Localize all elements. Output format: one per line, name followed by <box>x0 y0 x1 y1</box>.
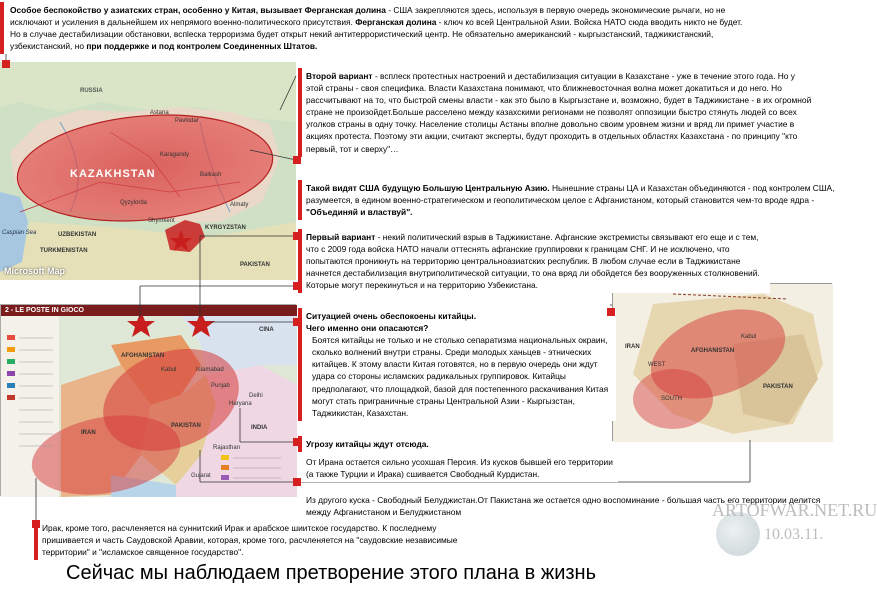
map3-label-pakistan: PAKISTAN <box>763 384 793 390</box>
bullet-marker-4 <box>293 282 301 290</box>
page-caption: Сейчас мы наблюдаем претворение этого плана в жизнь <box>66 562 597 584</box>
map2-label-gujarat: Gujarat <box>191 473 211 479</box>
map1-label-shymkent: Shymkent <box>148 218 175 224</box>
bullet-marker-1 <box>2 60 10 68</box>
fergana-text-2: - ключ ко всей Центральной Азии. Войска НАТО сюда вводить никто не будет. Но в случае дестабилизации обстановки, вспleска терроризма будет открыт некий антитеррористический центр. Не обязательно американский - кыргызстанский, таджикистанский, узбекистанский, но <box>10 17 743 52</box>
map1-label-balkash: Balkash <box>200 172 222 178</box>
map2-label-delhi: Delhi <box>249 393 263 399</box>
fergana-bold-3: при поддержке и под контролем Соединенных Штатов. <box>86 41 318 52</box>
iran-persia-text <box>298 454 618 482</box>
bullet-marker-8 <box>32 520 40 528</box>
map2-label-afghanistan: AFGHANISTAN <box>121 353 165 359</box>
china-concern-text <box>298 308 616 421</box>
map1-label-almaty: Almaty <box>230 202 249 208</box>
map1-label-kazakhstan: KAZAKHSTAN <box>70 168 156 180</box>
map3-label-west: WEST <box>648 362 666 368</box>
map1-label-pakistan: PAKISTAN <box>240 262 270 268</box>
map2-label-india: INDIA <box>251 425 268 431</box>
bullet-marker-6 <box>293 438 301 446</box>
map2-label-rajasthan: Rajasthan <box>213 445 241 451</box>
map2-label-islamabad: Islamabad <box>196 367 224 373</box>
first-variant-text <box>298 229 770 293</box>
fergana-valley-text <box>0 2 752 54</box>
first-variant-title: Первый вариант <box>306 232 376 242</box>
fergana-text-1: - США закрепляются здесь, используя в первую очередь экономические рычаги, но не исключают и усиления в дальнейшем их непрямого военно-политического присутствия. <box>10 5 726 28</box>
map1-label-qyzylorda: Qyzylorda <box>120 200 148 206</box>
map1-label-karagandy: Karagandy <box>160 152 190 158</box>
map2-label-pakistan: PAKISTAN <box>171 423 201 429</box>
baluchistan-body: Из другого куска - Свободный Белуджистан.От Пакистана же остается одно воспоминание - большая часть его территории делится между Афганистаном и Белуджистаном <box>306 495 821 518</box>
bullet-marker-5 <box>293 318 301 326</box>
first-variant-body: - некий политический взрыв в Таджикистане. Афганские экстремисты связывают его еще и с тем, что с 2009 года войска НАТО начали оттеснять афганские группировки к границам СНГ. И не исключено, что попытаются проникнуть на территорию центральноазиатских республик. В любом случае если в Таджикистане начнется дестабилизация внутриполитической ситуации, то она вряд ли обойдется без вооруженных столкновений. Которые могут перекинуться и на территорию Узбекистана. <box>306 232 760 291</box>
map2-label-kabul: Kabul <box>161 367 177 373</box>
map3-label-south: SOUTH <box>661 396 682 402</box>
threat-source-title: Угрозу китайцы ждут отсюда. <box>306 439 429 449</box>
fergana-bold-2: Ферганская долина <box>355 17 437 28</box>
map1-label-russia: RUSSIA <box>80 88 103 94</box>
second-variant-title: Второй вариант <box>306 71 373 81</box>
second-variant-text <box>298 68 818 157</box>
bullet-marker-9 <box>607 308 615 316</box>
map1-label-caspian: Caspian Sea <box>2 230 37 236</box>
watermark-site: ARTOFWAR.NET.RU <box>712 500 877 520</box>
big-central-asia-body: Нынешние страны ЦА и Казахстан объединяются - под контролем США, разумеется, в едином военно-стратегическом и геополитическом целое с Афганистаном, который становится чем-то вроде ядра - <box>306 183 835 206</box>
map1-label-kyrgyzstan: KYRGYZSTAN <box>205 225 246 231</box>
threat-source-text <box>298 436 498 452</box>
map2-label-china: CINA <box>259 327 274 333</box>
bullet-marker-2 <box>293 156 301 164</box>
fergana-bold-1: Особое беспокойство у азиатских стран, особенно у Китая, вызывает Ферганская долина <box>10 5 386 15</box>
map3-label-iran: IRAN <box>625 344 640 350</box>
map1-label-astana: Astana <box>150 110 169 116</box>
map1-label-pavlodar: Pavlodar <box>175 118 199 124</box>
bullet-marker-7 <box>293 478 301 486</box>
china-concern-body: Боятся китайцы не только и не столько сепаратизма национальных окраин, сколько волнений внутри страны. Среди молодых ханьцев - этнических китайцев. К этому власти Китая готовятся, но в первую очередь они ждут удара со стороны исламских радикальных группировок. Китайцы предполагают, что площадкой, базой для постепенного раскачивания Китая могут стать приграничные страны Центральной Азии - Кыргызстан, Таджикистан, Казахстан. <box>312 335 609 418</box>
china-concern-title: Ситуацией очень обеспокоены китайцы. <box>306 311 477 321</box>
map2-header: 2 - LE POSTE IN GIOCO <box>1 305 297 316</box>
iraq-split-text <box>34 520 474 560</box>
map1-credit: Microsoft Map <box>4 266 66 276</box>
big-central-asia-text <box>298 180 842 220</box>
big-central-asia-title: Такой видят США будущую Большую Центральную Азию. <box>306 183 550 193</box>
big-central-asia-slogan: "Объединяй и властвуй". <box>306 207 413 218</box>
watermark-date: 10.03.11. <box>764 526 824 543</box>
map1-label-uzbekistan: UZBEKISTAN <box>58 232 97 238</box>
map1-label-turkmenistan: TURKMENISTAN <box>40 248 88 254</box>
map2-label-punjab: Punjab <box>211 383 230 389</box>
second-variant-body: - всплеск протестных настроений и дестабилизация ситуации в Казахстане - уже в течение этого года. Но у этой страны - своя специфика. Власти Казахстана понимают, что ближневосточная волна может докатиться и до него. Но рассчитывают на то, что быстрой смены власти - как это было в Кыргызстане и, возможно, будет в Таджикистане - в их огромной стране не произойдет.Больше расселено между казахскими регионами не позволят оппозиции быстро стянуть людей со всех уголков страны в одну точку. Население столицы Астаны вполне довольно своим уровнем жизни и вряд ли примет участие в акциях протеста. Поэтому эти акции, считают эксперты, будут проходить в отдельных областях Казахстана - по принципу "кто первый, тот и сверху"… <box>306 71 812 154</box>
map3-label-afghanistan: AFGHANISTAN <box>691 348 735 354</box>
china-concern-question: Чего именно они опасаются? <box>306 323 429 334</box>
map2-label-iran: IRAN <box>81 430 96 436</box>
map2-label-haryana: Haryana <box>229 401 252 407</box>
map3-label-kabul: Kabul <box>741 334 757 340</box>
iraq-split-body: Ирак, кроме того, расчленяется на суннитский Ирак и арабское шиитское государство. К последнему пришивается и часть Саудовской Аравии, которая, кроме того, расчленяется на "саудовские независимые территории" и "исламское священное государство". <box>42 523 458 558</box>
iran-persia-body: От Ирана остается сильно усохшая Персия. Из кусков бывшей его территории (а также Турции и Ирака) сшивается Свободный Курдистан. <box>306 457 613 480</box>
